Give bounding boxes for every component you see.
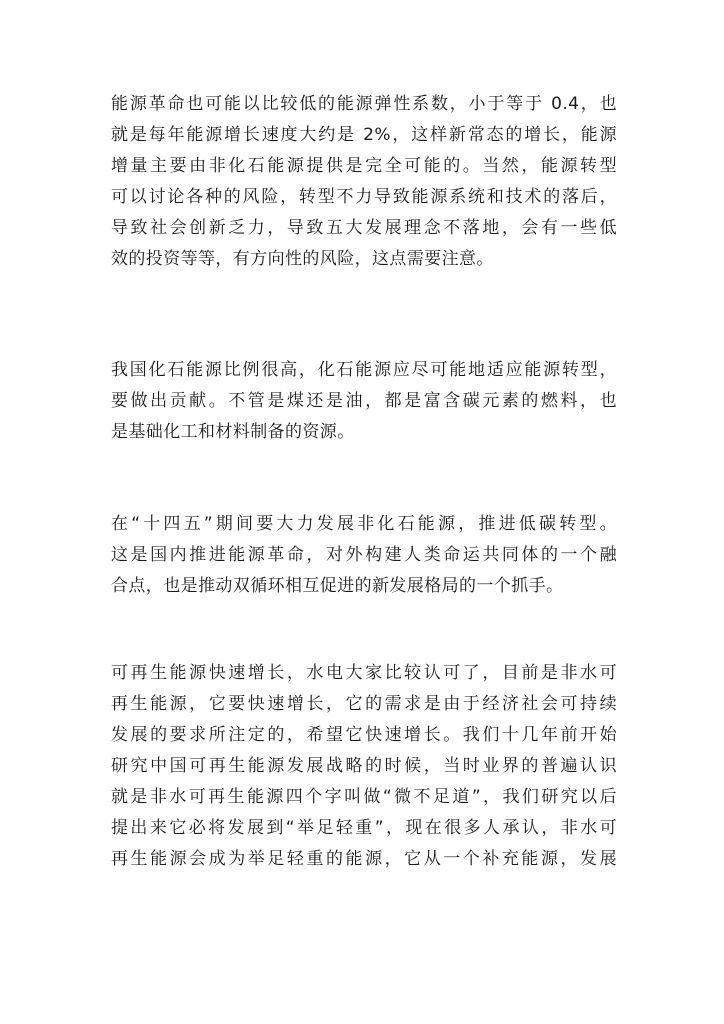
text-line: 再生能源，它要快速增长，它的需求是由于经济社会可持续 bbox=[111, 694, 617, 714]
text-line: 就是每年能源增长速度大约是 2%，这样新常态的增长，能源 bbox=[111, 125, 617, 145]
paragraph-fossil-energy bbox=[111, 355, 617, 448]
text-line: 我国化石能源比例很高，化石能源应尽可能地适应能源转型， bbox=[111, 360, 617, 380]
paragraph-energy-elasticity bbox=[111, 89, 617, 275]
text-line: 研究中国可再生能源发展战略的时候，当时业界的普遍认识 bbox=[111, 756, 617, 776]
text-line: 是基础化工和材料制备的资源。 bbox=[111, 422, 355, 442]
paragraph-renewable-energy bbox=[111, 658, 617, 875]
text-line: 导致社会创新乏力，导致五大发展理念不落地，会有一些低 bbox=[111, 218, 617, 238]
text-line: 要做出贡献。不管是煤还是油，都是富含碳元素的燃料，也 bbox=[111, 391, 617, 411]
text-line: 在“十四五”期间要大力发展非化石能源，推进低碳转型。 bbox=[111, 514, 617, 534]
text-line: 效的投资等等，有方向性的风险，这点需要注意。 bbox=[111, 249, 494, 269]
text-line: 提出来它必将发展到“举足轻重”，现在很多人承认，非水可 bbox=[111, 818, 617, 838]
text-line: 合点，也是推动双循环相互促进的新发展格局的一个抓手。 bbox=[111, 576, 564, 596]
text-line: 增量主要由非化石能源提供是完全可能的。当然，能源转型 bbox=[111, 156, 617, 176]
paragraph-14th-five-year bbox=[111, 509, 617, 602]
text-line: 这是国内推进能源革命，对外构建人类命运共同体的一个融 bbox=[111, 545, 617, 565]
text-line: 能源革命也可能以比较低的能源弹性系数，小于等于 0.4，也 bbox=[111, 94, 617, 114]
text-line: 发展的要求所注定的，希望它快速增长。我们十几年前开始 bbox=[111, 725, 617, 745]
text-line: 可再生能源快速增长，水电大家比较认可了，目前是非水可 bbox=[111, 663, 617, 683]
text-line: 可以讨论各种的风险，转型不力导致能源系统和技术的落后， bbox=[111, 187, 617, 207]
text-line: 就是非水可再生能源四个字叫做“微不足道”，我们研究以后 bbox=[111, 787, 617, 807]
text-line: 再生能源会成为举足轻重的能源，它从一个补充能源，发展 bbox=[111, 849, 617, 869]
